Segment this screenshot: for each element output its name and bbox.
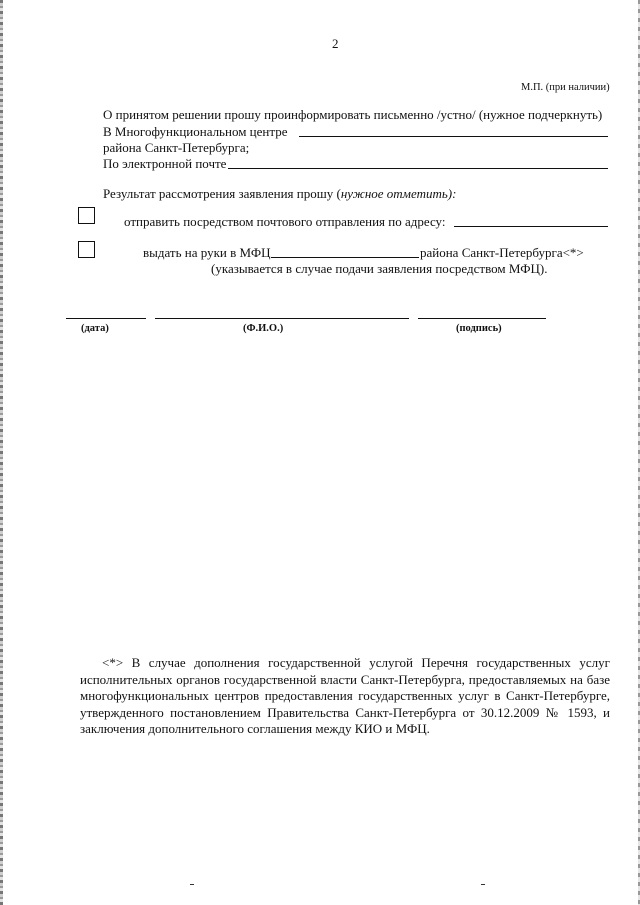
notify-email-label: По электронной почте (103, 156, 227, 171)
page-number: 2 (332, 36, 339, 51)
footnote: <*> В случае дополнения государственной услугой Перечня государственных услуг исполнительных органов государственной власти Санкт-Петербурга, предоставляемых на базе многофункциональных центров предоставления государственных услуг в Санкт-Петербурге, утвержденного постановлением Правительства Санкт-Петербурга от 30.12.2009 № 1593, и заключения дополнительного соглашения между КИО и МФЦ. (80, 655, 610, 736)
signature-caption: (подпись) (456, 323, 502, 334)
option-mfc-prefix: выдать на руки в МФЦ (143, 245, 271, 260)
result-heading-italic: нужное отметить): (340, 186, 457, 201)
option-mfc-note: (указывается в случае подачи заявления посредством МФЦ). (211, 261, 548, 276)
mail-address-field[interactable] (454, 226, 608, 227)
option-mail-label: отправить посредством почтового отправления по адресу: (124, 214, 446, 229)
option-mfc-suffix: района Санкт-Петербурга<*> (420, 245, 584, 260)
name-line[interactable] (155, 318, 409, 319)
notify-district-label: района Санкт-Петербурга; (103, 140, 250, 155)
stamp-note: М.П. (при наличии) (521, 82, 610, 93)
scan-mark-left (190, 884, 194, 885)
mfc-district-field[interactable] (271, 257, 419, 258)
notify-mfc-label: В Многофункциональном центре (103, 124, 288, 139)
result-heading-text: Результат рассмотрения заявления прошу ( (103, 186, 341, 201)
notify-instruction: О принятом решении прошу проинформировать письменно /устно/ (нужное подчеркнуть) (103, 107, 603, 122)
scan-mark-right (481, 884, 485, 885)
checkbox-mfc[interactable] (78, 241, 95, 258)
notify-mfc-field[interactable] (299, 136, 608, 137)
result-heading (103, 186, 456, 201)
signature-line[interactable] (418, 318, 546, 319)
date-line[interactable] (66, 318, 146, 319)
name-caption: (Ф.И.О.) (243, 323, 284, 334)
notify-email-field[interactable] (228, 168, 608, 169)
date-caption: (дата) (81, 323, 109, 334)
checkbox-mail[interactable] (78, 207, 95, 224)
scan-edge-left (0, 0, 3, 905)
